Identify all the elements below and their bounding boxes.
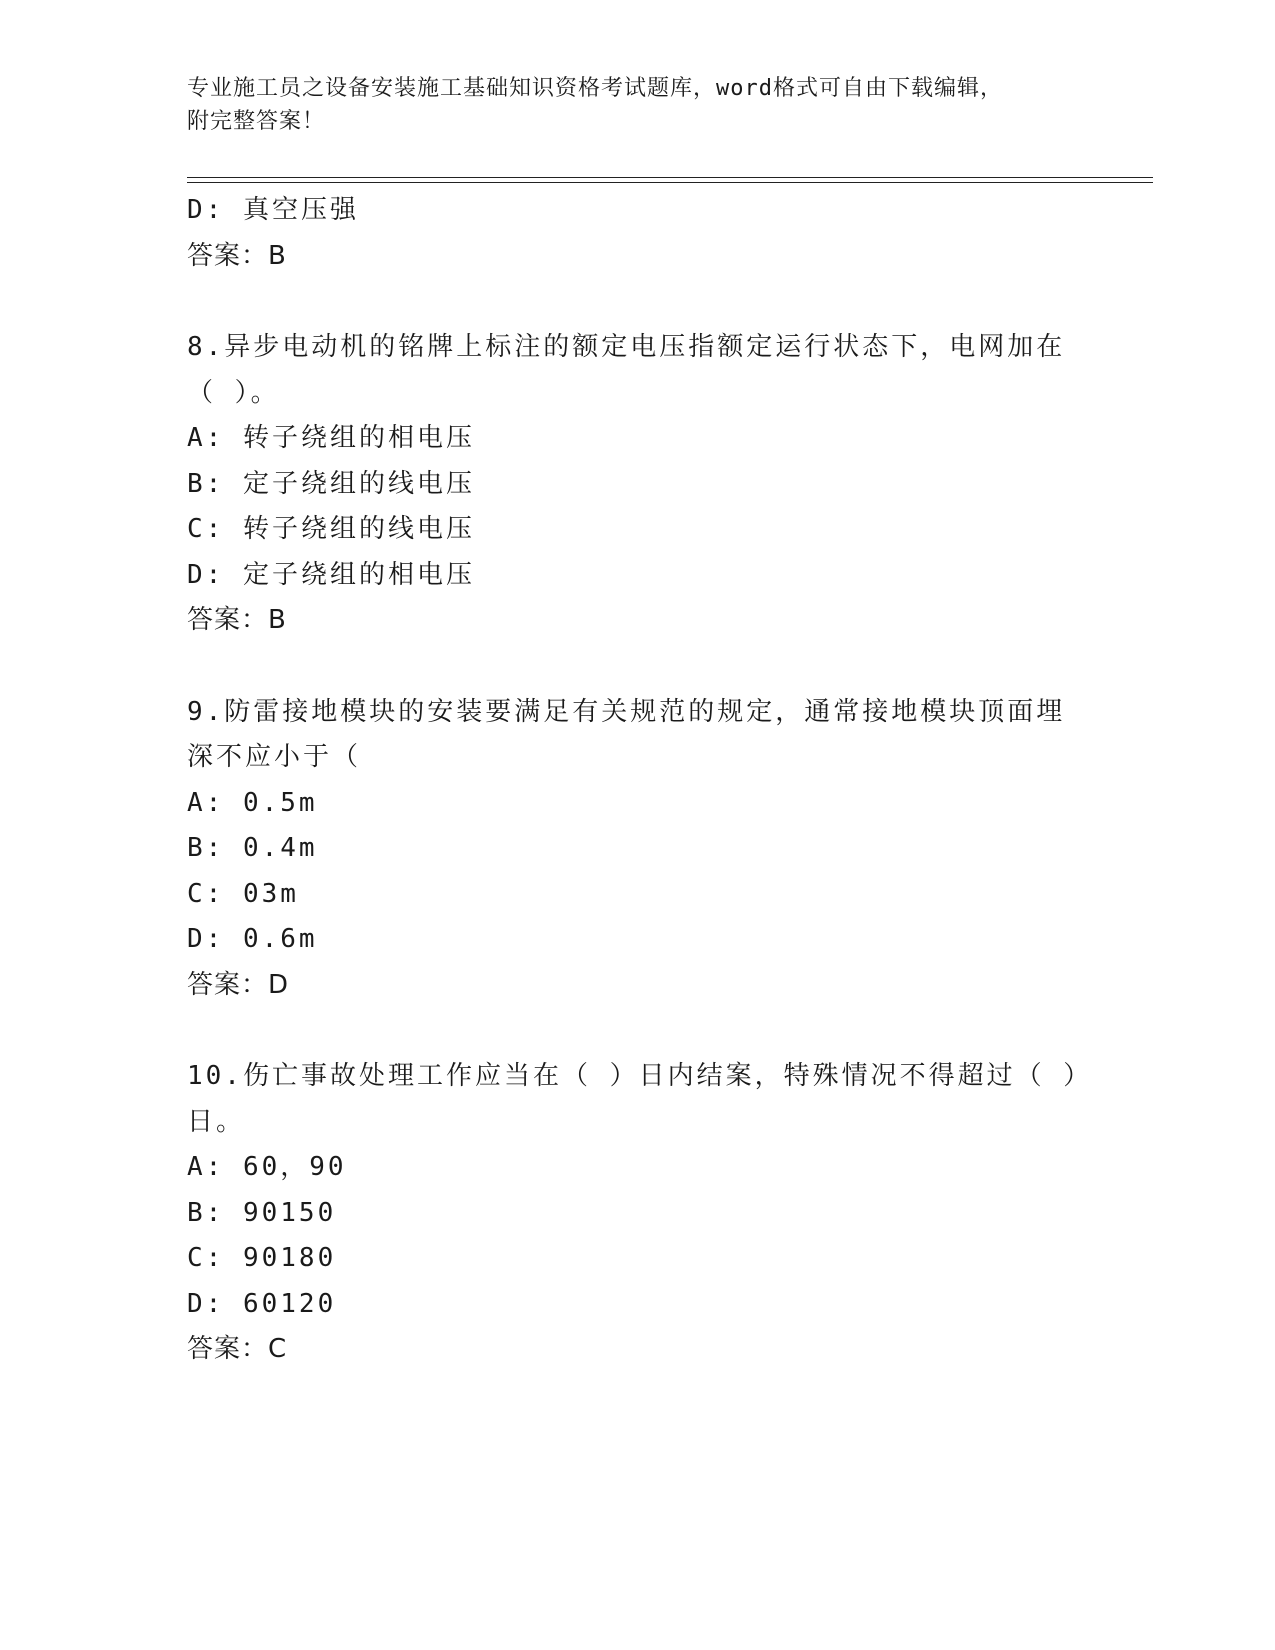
question-9	[187, 690, 1087, 1009]
question-stem-continued: 日。	[187, 1106, 246, 1137]
question-list	[187, 188, 1093, 1373]
header-line-2: 附完整答案！	[187, 109, 326, 134]
answer-line: 答案：B	[187, 605, 287, 635]
document-header	[187, 72, 1067, 138]
option-b: B: 0.4m	[187, 833, 318, 863]
option-c: C: 转子绕组的线电压	[187, 514, 475, 544]
option-c: C: 90180	[187, 1243, 337, 1273]
question-stem: 10.伤亡事故处理工作应当在（ ）日内结案，特殊情况不得超过（ ）	[187, 1061, 1093, 1091]
option-d: D: 0.6m	[187, 924, 318, 954]
option-d: D: 60120	[187, 1288, 337, 1319]
answer-line: 答案：D	[187, 969, 290, 1000]
option-a: A: 转子绕组的相电压	[187, 423, 475, 453]
question-stem-continued: （ ）。	[187, 377, 280, 408]
option-a: A: 60，90	[187, 1152, 347, 1182]
question-8	[187, 325, 1087, 644]
header-line-1: 专业施工员之设备安装施工基础知识资格考试题库，word格式可自由下载编辑，	[187, 76, 1003, 101]
answer-line: 答案：B	[187, 240, 287, 271]
option-a: A: 0.5m	[187, 787, 318, 818]
option-c: C: 03m	[187, 878, 299, 909]
question-stem: 9.防雷接地模块的安装要满足有关规范的规定，通常接地模块顶面埋	[187, 696, 1066, 727]
header-divider-bottom	[187, 182, 1153, 183]
question-10	[187, 1054, 1093, 1373]
option-b: B: 定子绕组的线电压	[187, 468, 475, 499]
answer-line: 答案：C	[187, 1334, 288, 1364]
previous-question-tail	[187, 188, 1087, 279]
question-stem-continued: 深不应小于（	[187, 742, 362, 772]
question-stem: 8.异步电动机的铭牌上标注的额定电压指额定运行状态下，电网加在	[187, 332, 1066, 362]
option-b: B: 90150	[187, 1197, 337, 1228]
option-d: D: 定子绕组的相电压	[187, 559, 475, 590]
header-divider-top	[187, 177, 1153, 178]
option-d: D: 真空压强	[187, 195, 359, 225]
